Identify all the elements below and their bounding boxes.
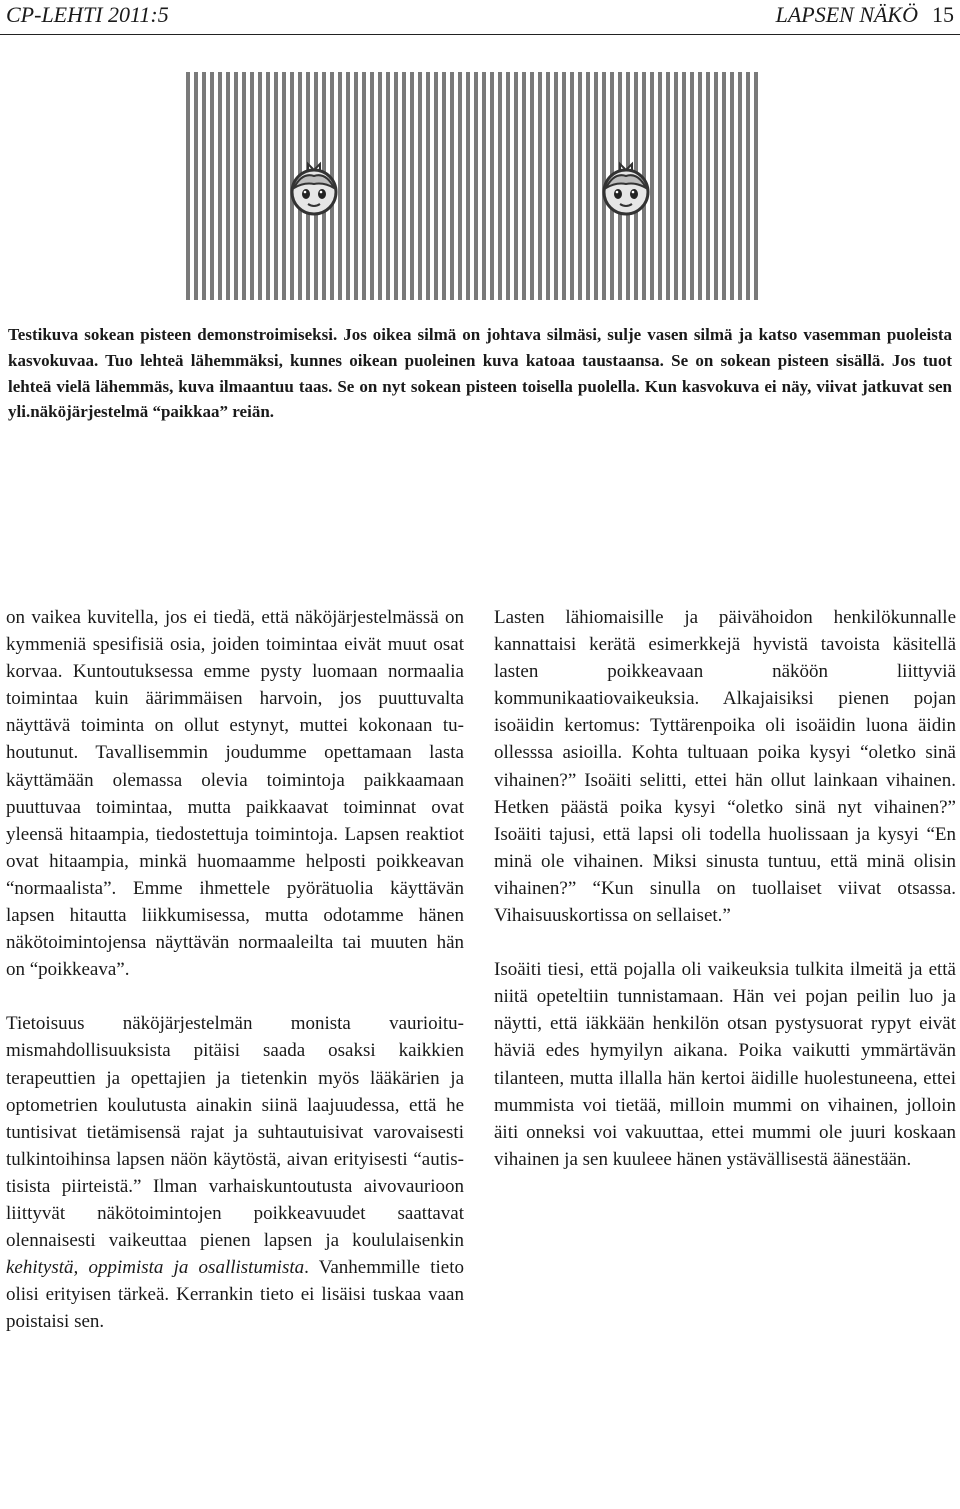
page-number: 15 [932, 2, 954, 27]
paragraph [6, 1010, 464, 1335]
paragraph: on vaikea kuvitella, jos ei tiedä, että näköjärjestelmässä on kymmeniä spesifisiä osia, joiden toimintaa eivät muut osat korvaa. Kuntoutuksessa emme pysty luomaan normaalia toimintaa kuin äärimmäisen harvoin, jos puuttuvalta näyttävä toiminta on ollut estynyt, muttei kokonaan tuhoutunut. Tavallisemmin joudumme opettamaan lasta käyttämään olemassa olevia toimintoja paikkaamaan puuttuvaa toimintaa, mutta paikkaavat toiminnat ovat yleensä hitaampia, tiedostettuja toimintoja. Lapsen reaktiot ovat hitaampia, minkä huomaamme helposti poikkeavan “normaalista”. Emme ihmettele pyörätuolia käyttävän lapsen hitautta liikkumisessa, mutta odotamme hänen näkötoimintojensa näyttävän normaaleilta tai muuten hän on “poikkeava”. [6, 607, 464, 981]
journal-issue: CP-LEHTI 2011:5 [6, 2, 169, 27]
girl-face-icon [284, 154, 344, 218]
right-column [494, 604, 956, 1200]
paragraph-text: Tietoisuus näköjärjestelmän monista vaurioitumismahdollisuuksista pitäisi saada osaksi kaikkien terapeuttien ja opettajien ja tietenkin myös lääkärien ja optometrien koulutusta ainakin siinä laajuudessa, että he tuntisivat tietämisensä rajat ja suhtautuisivat varovaisesti tulkintoihinsa lapsen näön käytöstä, aivan erityisesti “autistisista piirteistä.” Ilman varhaiskuntoutusta aivovaurioon liittyvät näkötoimintojen poikkeavuudet saattavat olennaisesti vaikeuttaa pienen lapsen ja koululaisenkin [6, 1013, 464, 1252]
running-header [0, 0, 960, 34]
blind-spot-test-figure [186, 72, 760, 300]
section-name: LAPSEN NÄKÖ [775, 2, 918, 27]
paragraph-text: . Vanhemmille tieto olisi erityisen tärkeä. Kerrankin tieto ei lisäisi tuskaa vaan poistaisi sen. [6, 1257, 464, 1333]
emphasis-text: kehitystä, oppimista ja osallistumista [6, 1257, 305, 1279]
paragraph: Lasten lähiomaisille ja päivähoidon henkilökunnalle kannattaisi kerätä esimerkkejä hyvistä tavoista käsitellä lasten poikkeavaan näköön liittyviä kommunikaatiovaikeuksia. Alkajaisiksi pienen pojan isoäidin kertomus: Tyttärenpoika oli isoäidin luona äidin ollesssa asioilla. Kohta tultuaan poika kysyi “oletko sinä vihainen?” Isoäiti selitti, ettei hän ollut lainkaan vihainen. Hetken päästä poika kysyi “oletko sinä nyt vihainen?” Isoäiti tajusi, että lapsi oli todella huolissaan ja kysyi “En minä ole vihainen. Miksi sinusta tuntuu, että minä olisin vihainen?” “Kun sinulla on tuollaiset viivat otsassa. Vihaisuuskortissa on sellaiset.” [494, 607, 956, 927]
header-rule [0, 34, 960, 35]
figure-caption: Testikuva sokean pisteen demonstroimiseksi. Jos oikea silmä on johtava silmäsi, sulje vasen silmä ja katso vasemman puoleista kasvokuvaa. Tuo lehteä lähemmäksi, kunnes oikean puoleinen kuva katoaa taustaansa. Se on sokean pisteen sisällä. Jos tuot lehteä vielä lähemmäs, kuva ilmaantuu taas. Se on nyt sokean pisteen toisella puolella. Kun kasvokuva ei näy, viivat jatkuvat sen yli.näköjärjestelmä “paikkaa” reiän. [8, 325, 952, 422]
girl-face-icon [596, 154, 656, 218]
left-column [6, 604, 464, 1362]
section-title [776, 0, 954, 30]
paragraph: Isoäiti tiesi, että pojalla oli vaikeuksia tulkita ilmeitä ja että niitä opeteltiin tunnistamaan. Hän vei pojan peilin luo ja näytti, että iäkkään henkilön otsan pystysuorat rypyt eivät häviä edes hymyilyn aikana. Poika vaikutti ymmärtävän tilanteen, mutta illalla hän kertoi äidille huolestuneena, ettei mummista voi tietää, milloin mummi on vihainen, jolloin äiti onneksi voi vakuuttaa, ettei mummi ole juuri koskaan vihainen ja sen kuuleee hänen ystävällisestä äänestään. [494, 959, 956, 1170]
